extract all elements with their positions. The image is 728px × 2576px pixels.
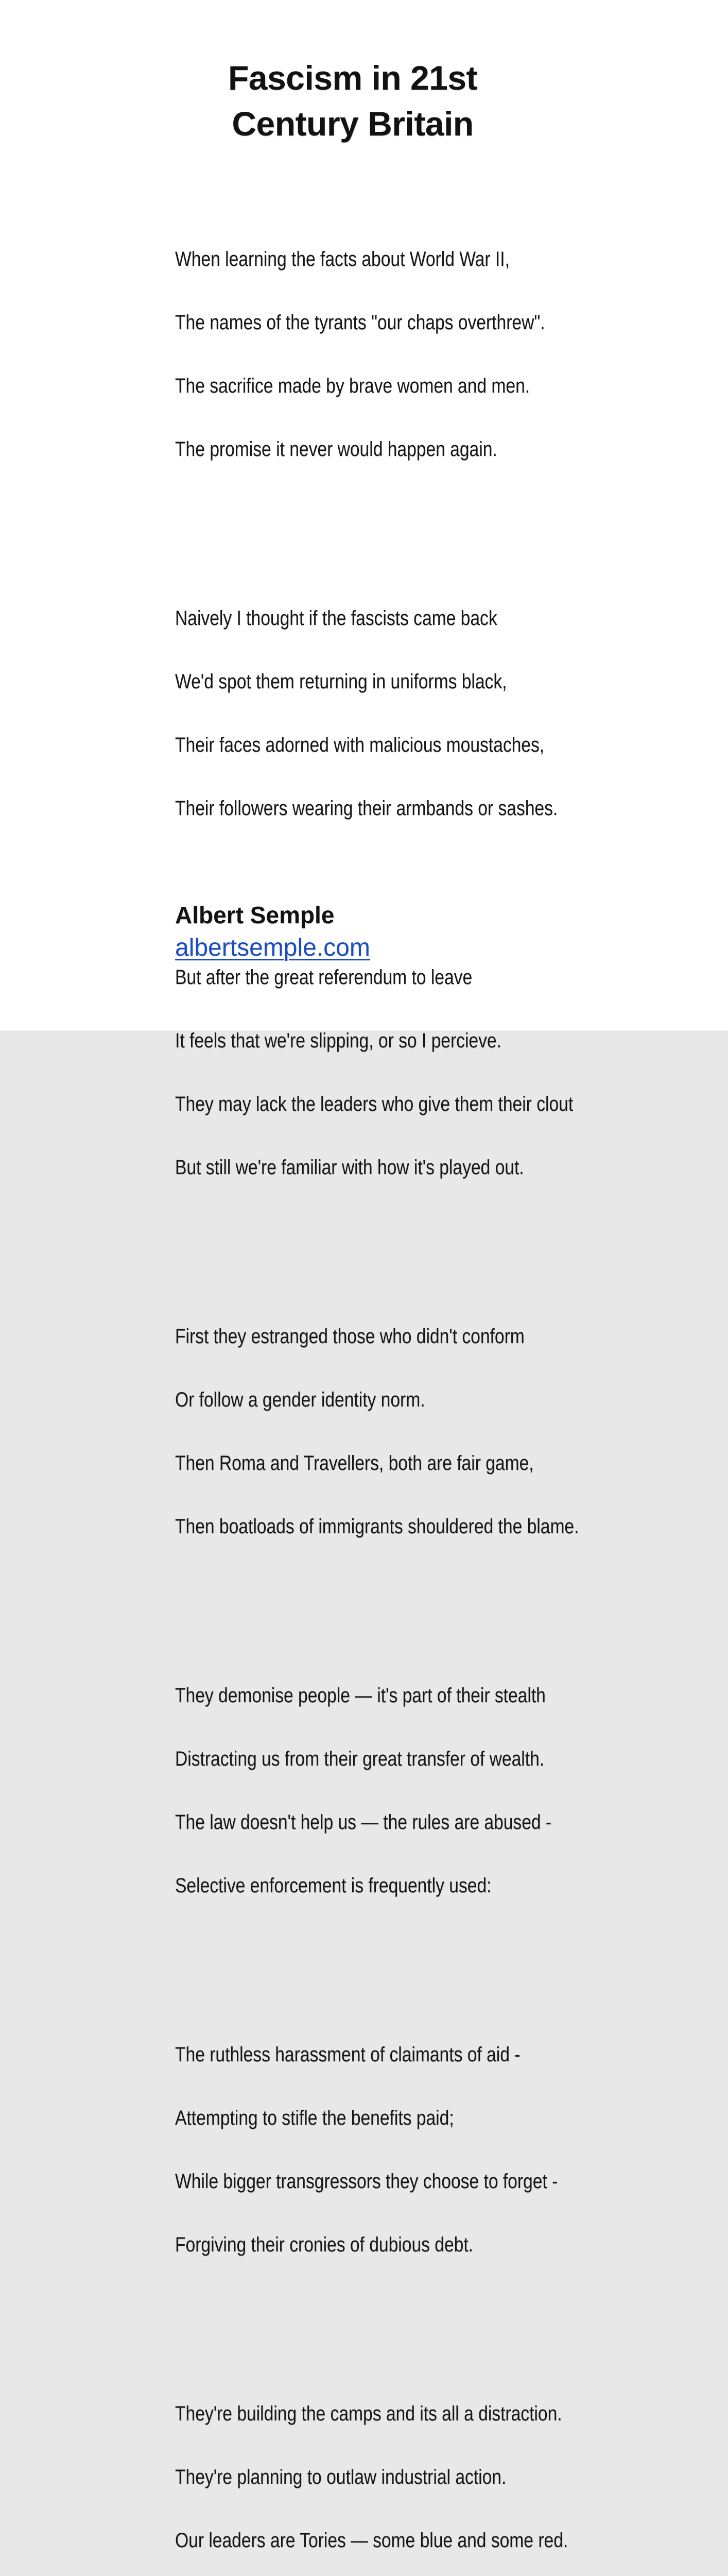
poem-line: They may lack the leaders who give them their clout bbox=[175, 1093, 574, 1115]
stanza-2 bbox=[175, 566, 579, 861]
poem-line: We'd spot them returning in uniforms black, bbox=[175, 670, 507, 693]
poem-line: Forgiving their cronies of dubious debt. bbox=[175, 2233, 473, 2256]
poem-line: Their faces adorned with malicious moustaches, bbox=[175, 734, 545, 756]
poem-line: But after the great referendum to leave bbox=[175, 966, 473, 989]
poem-line: Then Roma and Travellers, both are fair game, bbox=[175, 1452, 534, 1475]
poem-line: Naively I thought if the fascists came back bbox=[175, 607, 497, 630]
poem-line: The promise it never would happen again. bbox=[175, 438, 497, 461]
poem-line: Or follow a gender identity norm. bbox=[175, 1388, 425, 1411]
poem-line: They're planning to outlaw industrial action. bbox=[175, 2466, 507, 2488]
author-name: Albert Semple bbox=[175, 902, 335, 928]
stanza-1 bbox=[175, 207, 579, 502]
poem-line: They're building the camps and its all a distraction. bbox=[175, 2402, 562, 2425]
poem-line: While bigger transgressors they choose to forget - bbox=[175, 2170, 558, 2193]
poem-line: Attempting to stifle the benefits paid; bbox=[175, 2107, 454, 2129]
poem-line: The names of the tyrants "our chaps overthrew". bbox=[175, 311, 545, 334]
poem-line: Then boatloads of immigrants shouldered the blame. bbox=[175, 1515, 579, 1538]
poem-line: Selective enforcement is frequently used: bbox=[175, 1874, 492, 1897]
poem bbox=[175, 164, 579, 2576]
poem-line: First they estranged those who didn't conform bbox=[175, 1325, 525, 1348]
poem-line: Our leaders are Tories — some blue and some red. bbox=[175, 2529, 568, 2552]
footer bbox=[175, 902, 370, 962]
site-link[interactable]: albertsemple.com bbox=[175, 934, 370, 961]
poem-line: The sacrifice made by brave women and men. bbox=[175, 375, 530, 397]
poem-line: The law doesn't help us — the rules are abused - bbox=[175, 1811, 552, 1834]
stanza-5 bbox=[175, 1643, 579, 1939]
poem-line: The ruthless harassment of claimants of aid - bbox=[175, 2043, 521, 2066]
title-line-1: Fascism in 21st bbox=[228, 59, 478, 97]
poem-line: It feels that we're slipping, or so I percieve. bbox=[175, 1029, 501, 1052]
stanza-7 bbox=[175, 2361, 579, 2576]
stanza-4 bbox=[175, 1284, 579, 1580]
poem-line: Their followers wearing their armbands or sashes. bbox=[175, 797, 558, 820]
stanza-3 bbox=[175, 925, 579, 1221]
poem-line: When learning the facts about World War II, bbox=[175, 248, 510, 270]
poem-line: They demonise people — it's part of their stealth bbox=[175, 1684, 546, 1707]
poem-line: Distracting us from their great transfer of wealth. bbox=[175, 1748, 545, 1770]
poem-line: But still we're familiar with how it's played out. bbox=[175, 1156, 524, 1179]
title-line-2: Century Britain bbox=[232, 105, 474, 143]
page-title bbox=[175, 55, 530, 147]
stanza-6 bbox=[175, 2002, 579, 2298]
